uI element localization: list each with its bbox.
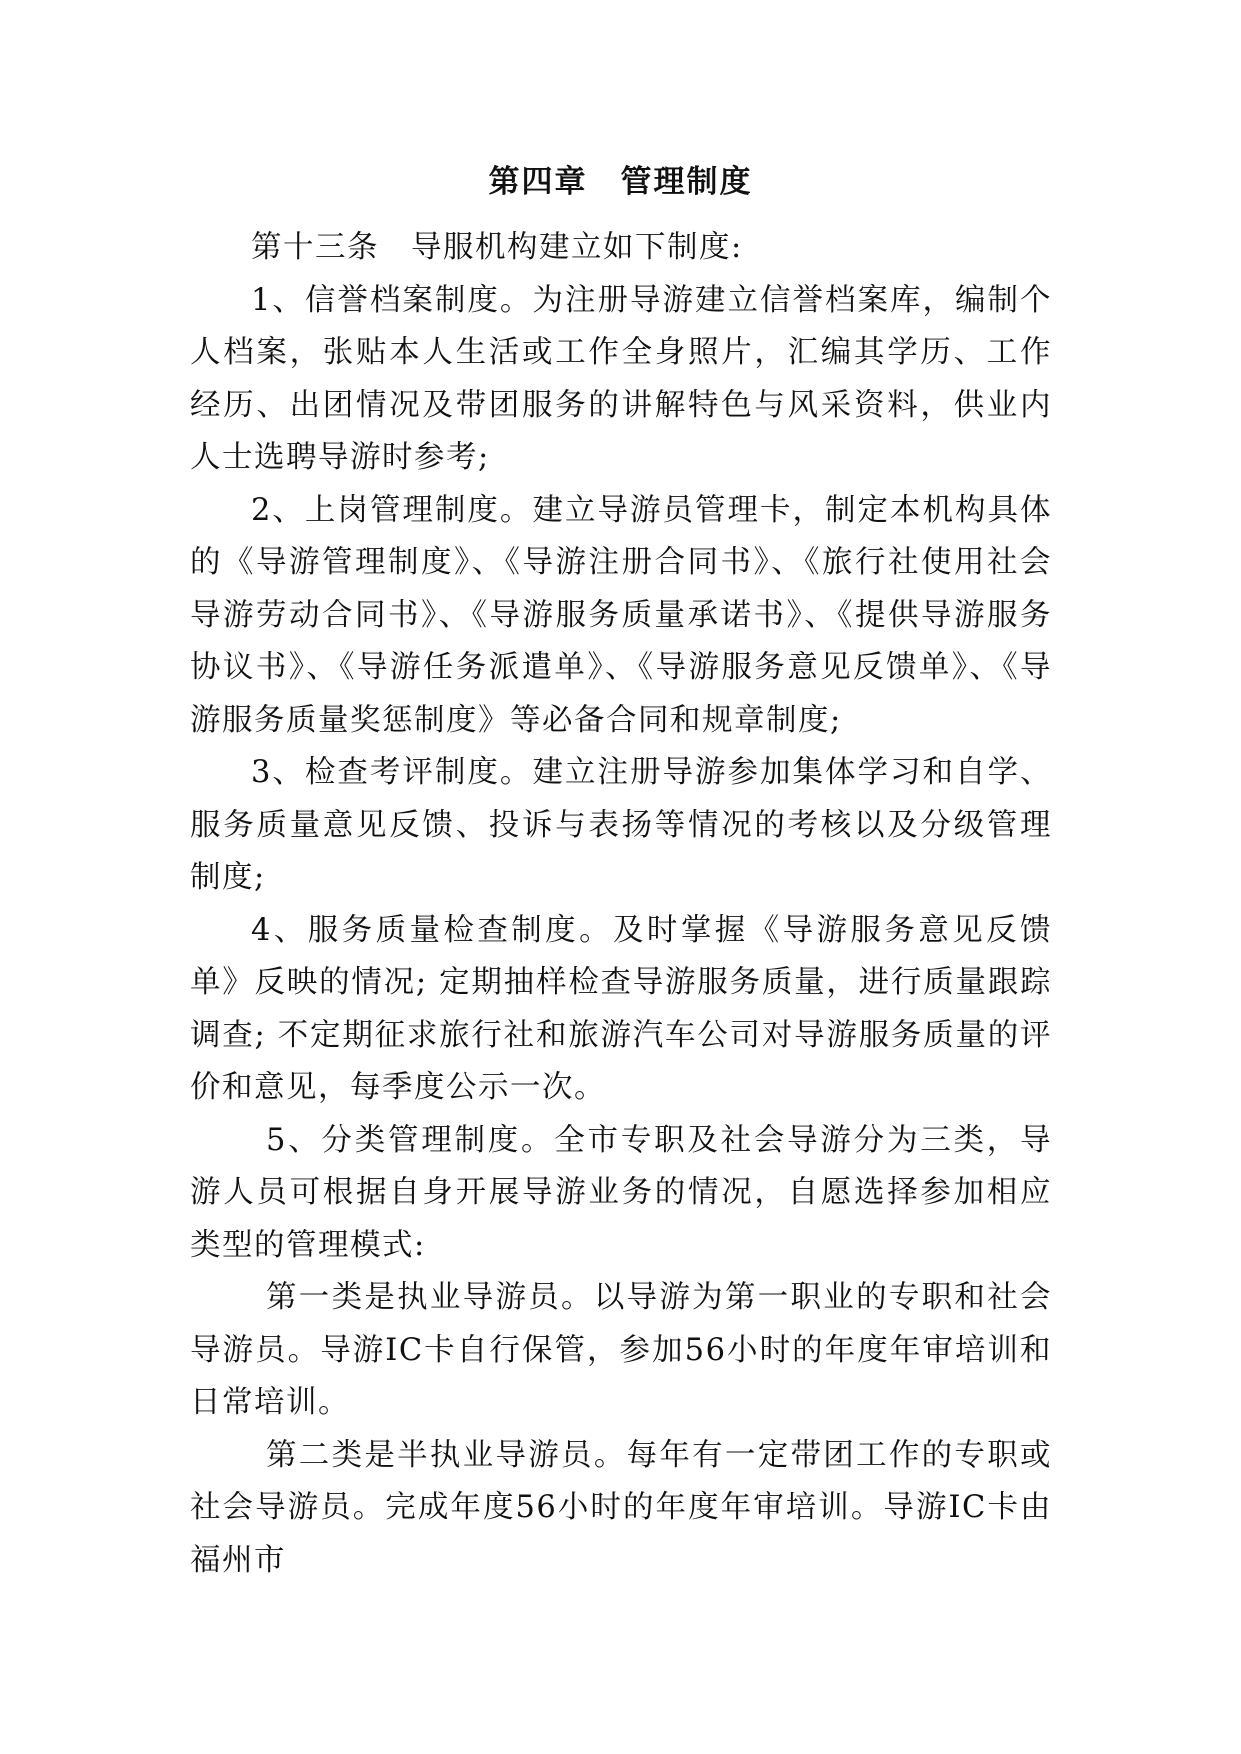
item-2-paragraph: 2、上岗管理制度。建立导游员管理卡，制定本机构具体的《导游管理制度》、《导游注册合同书》、《旅行社使用社会导游劳动合同书》、《导游服务质量承诺书》、《提供导游服务协议书》、《导游任务派遣单》、《导游服务意见反馈单》、《导游服务质量奖惩制度》等必备合同和规章制度;	[190, 492, 1052, 738]
document-body	[190, 222, 1052, 1587]
article-13-paragraph: 第十三条 导服机构建立如下制度:	[251, 230, 743, 265]
category-1-paragraph: 第一类是执业导游员。以导游为第一职业的专职和社会导游员。导游IC卡自行保管，参加56小时的年度年审培训和日常培训。	[190, 1280, 1052, 1420]
item-4-paragraph: 4、服务质量检查制度。及时掌握《导游服务意见反馈单》反映的情况; 定期抽样检查导游服务质量，进行质量跟踪调查; 不定期征求旅行社和旅游汽车公司对导游服务质量的评价和意见，每季度公示一次。	[190, 912, 1052, 1105]
item-3-paragraph: 3、检查考评制度。建立注册导游参加集体学习和自学、服务质量意见反馈、投诉与表扬等情况的考核以及分级管理制度;	[190, 755, 1052, 895]
item-5-paragraph: 5、分类管理制度。全市专职及社会导游分为三类，导游人员可根据自身开展导游业务的情况，自愿选择参加相应类型的管理模式:	[190, 1122, 1052, 1263]
chapter-title: 第四章 管理制度	[488, 164, 753, 200]
item-1-paragraph: 1、信誉档案制度。为注册导游建立信誉档案库，编制个人档案，张贴本人生活或工作全身照片，汇编其学历、工作经历、出团情况及带团服务的讲解特色与风采资料，供业内人士选聘导游时参考;	[190, 282, 1052, 475]
category-2-paragraph: 第二类是半执业导游员。每年有一定带团工作的专职或社会导游员。完成年度56小时的年度年审培训。导游IC卡由福州市	[190, 1437, 1052, 1578]
